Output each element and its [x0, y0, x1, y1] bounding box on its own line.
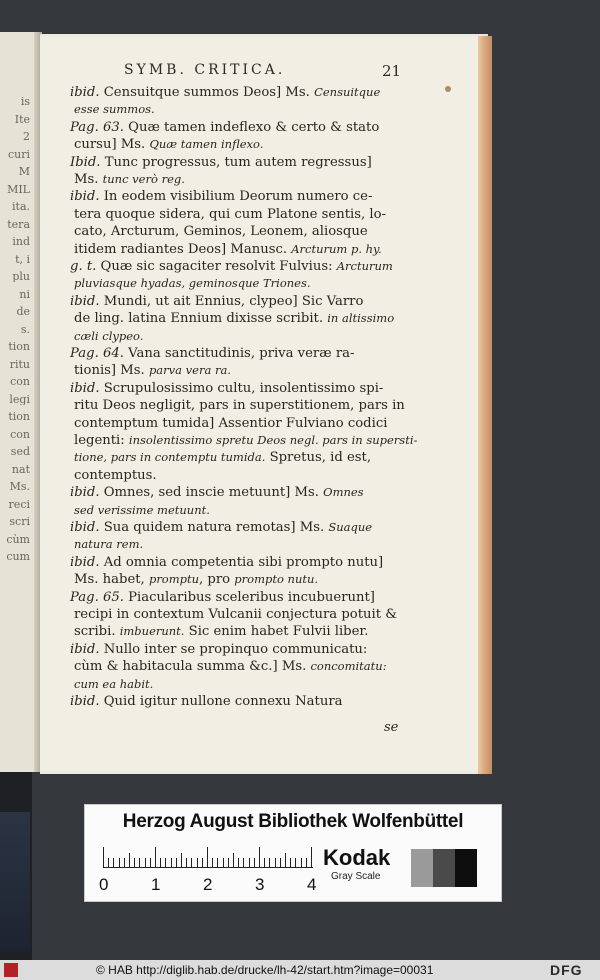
text-run-text: Censuitque summos Deos] Ms. — [99, 85, 315, 100]
text-run-ital: parva vera ra. — [148, 363, 231, 378]
text-run-lead: Pag. 64. — [70, 346, 124, 361]
ruler-tick — [223, 858, 224, 867]
prev-page-fragment: M — [18, 166, 30, 177]
text-line — [74, 678, 414, 691]
prev-page-fragment: sed — [10, 446, 30, 457]
text-line — [70, 295, 410, 308]
text-run-text: Nullo inter se propinquo communicatu: — [99, 641, 368, 657]
prev-page-fragment: tion — [8, 411, 30, 422]
text-run-lead: ibid. — [70, 485, 100, 501]
ruler-tick — [238, 858, 239, 867]
text-run-tail: Spretus, id est, — [265, 450, 372, 466]
text-line — [70, 591, 410, 604]
text-line — [74, 625, 414, 638]
ruler-tick — [150, 858, 151, 867]
ruler-tick — [290, 858, 291, 867]
text-line — [74, 208, 414, 221]
text-line — [74, 504, 414, 517]
gray-swatch-dark — [455, 849, 477, 887]
text-line — [70, 121, 410, 134]
text-run-text: Omnes, sed inscie metuunt] Ms. — [99, 485, 324, 501]
text-run-text: cùm & habitacula summa &c.] Ms. — [74, 659, 311, 675]
text-line — [74, 173, 414, 186]
dfg-logo: DFG — [550, 962, 583, 978]
prev-page-fragment: t, i — [15, 253, 30, 265]
viewer-footer-bar — [0, 960, 600, 980]
text-run-text: Ms. habet, — [74, 572, 149, 588]
measurement-ruler — [103, 847, 313, 868]
text-run-text: tera quoque sidera, qui cum Platone sentis, lo- — [74, 206, 386, 222]
text-line — [70, 86, 410, 99]
prev-page-fragment: de — [16, 306, 30, 317]
text-run-ital: tunc verò reg. — [102, 172, 185, 186]
library-name: Herzog August Bibliothek Wolfenbüttel — [122, 811, 464, 832]
text-run-text: In eodem visibilium Deorum numero ce- — [99, 189, 373, 205]
ruler-tick — [228, 858, 229, 867]
text-line — [70, 347, 410, 360]
prev-page-fragment: ind — [12, 236, 30, 247]
prev-page-fragment: con — [10, 376, 30, 387]
text-run-ital2: prompto nutu. — [234, 572, 319, 587]
text-run-ital: Suaque — [328, 520, 373, 534]
text-run-ital: natura rem. — [74, 537, 144, 552]
text-line — [74, 312, 414, 325]
gray-swatch-mid — [433, 849, 455, 887]
text-run-ital: esse summos. — [74, 102, 155, 117]
text-line — [70, 156, 410, 169]
text-line — [74, 277, 414, 290]
ruler-tick — [233, 853, 234, 867]
ruler-tick — [139, 858, 140, 867]
ruler-label: 0 — [99, 875, 109, 894]
text-run-text: Tunc progressus, tum autem regressus] — [100, 154, 372, 170]
text-run-text: cato, Arcturum, Geminos, Leonem, aliosque — [74, 224, 368, 240]
text-run-lead: ibid. — [70, 380, 100, 396]
prev-page-fragment: con — [10, 428, 30, 440]
color-calibration-card — [84, 804, 502, 902]
text-line — [70, 521, 410, 534]
hab-logo-icon — [4, 963, 18, 977]
text-line — [74, 225, 414, 238]
text-line — [74, 608, 414, 621]
prev-page-fragment: ni — [19, 288, 30, 300]
text-line — [70, 643, 410, 656]
running-header: SYMB. CRITICA. — [124, 62, 286, 78]
text-line — [74, 138, 414, 151]
ruler-label: 1 — [151, 875, 161, 894]
ruler-tick — [243, 858, 244, 867]
text-line — [70, 695, 410, 708]
ruler-tick — [295, 858, 296, 867]
text-run-text: Quæ sic sagaciter resolvit Fulvius: — [96, 259, 337, 274]
text-run-text: Mundi, ut ait Ennius, clypeo] Sic Varro — [99, 293, 364, 309]
prev-page-fragment: legi — [9, 393, 30, 405]
page-fore-edge — [478, 36, 492, 774]
text-run-ital: imbuerunt. — [119, 624, 185, 639]
text-run-text: ritu Deos negligit, pars in superstitionem, pars in — [74, 398, 405, 414]
text-run-ital: insolentissimo spretu Deos negl. pars in supersti- — [128, 433, 418, 447]
prev-page-fragment: Ms. — [9, 481, 30, 492]
ruler-tick — [176, 858, 177, 867]
prev-page-fragment: Ite — [14, 113, 30, 125]
prev-page-fragment: MIL — [7, 183, 30, 195]
text-run-text: scribi. — [74, 624, 120, 640]
text-run-text: Ad omnia competentia sibi prompto nutu] — [99, 554, 384, 570]
prev-page-fragment: cùm — [6, 533, 30, 545]
catchword: se — [384, 720, 399, 735]
text-line — [74, 364, 414, 377]
prev-page-fragment: curi — [7, 148, 30, 160]
ruler-tick — [160, 858, 161, 867]
ruler-label: 4 — [307, 875, 317, 894]
ruler-tick — [113, 858, 114, 867]
ruler-tick — [301, 858, 302, 867]
ruler-tick — [124, 858, 125, 867]
text-line — [74, 538, 414, 551]
text-run-ital: promptu — [148, 572, 200, 587]
ruler-tick — [275, 858, 276, 867]
gray-swatch-light — [411, 849, 433, 887]
text-run-ital: Arcturum p. hy. — [291, 241, 382, 256]
ruler-tick — [217, 858, 218, 867]
ruler-tick — [129, 853, 130, 867]
ruler-tick — [306, 858, 307, 867]
text-run-ital: tione, pars in contemptu tumida. — [74, 450, 266, 465]
text-run-lead: ibid. — [70, 520, 100, 535]
prev-page-fragment: reci — [8, 498, 30, 510]
text-run-tail: Sic enim habet Fulvii liber. — [184, 624, 369, 640]
ruler-tick — [212, 858, 213, 867]
text-run-text: Quæ tamen indeflexo & certo & stato — [123, 119, 380, 135]
ruler-tick — [155, 847, 156, 867]
text-line — [74, 417, 414, 430]
ruler-tick — [191, 858, 192, 867]
text-run-text: tionis] Ms. — [74, 363, 149, 379]
text-run-ital: Quæ tamen inflexo. — [149, 137, 264, 152]
text-line — [74, 660, 414, 673]
text-run-lead: ibid. — [70, 554, 100, 570]
ruler-tick — [202, 858, 203, 867]
text-line — [70, 486, 410, 499]
foxing-spot — [445, 86, 451, 92]
text-line — [70, 556, 410, 569]
ruler-tick — [207, 847, 208, 867]
text-run-text: Ms. — [74, 172, 103, 187]
ruler-tick — [264, 858, 265, 867]
text-run-text: Scrupulosissimo cultu, insolentissimo spi- — [99, 380, 384, 396]
prev-page-fragment: 2 — [23, 131, 30, 142]
ruler-tick — [254, 858, 255, 867]
text-line — [74, 243, 414, 256]
text-line — [74, 103, 414, 116]
text-run-text: de ling. latina Ennium dixisse scribit. — [74, 311, 328, 327]
page-number: 21 — [382, 62, 402, 80]
ruler-tick — [181, 853, 182, 867]
text-line — [74, 573, 414, 586]
ruler-tick — [103, 847, 104, 867]
ruler-tick — [249, 858, 250, 867]
ruler-tick — [171, 858, 172, 867]
prev-page-fragment: nat — [11, 463, 30, 475]
prev-page-fragment: tera — [7, 218, 30, 230]
prev-page-fragment: s. — [20, 323, 30, 335]
text-run-ital: Omnes — [323, 485, 364, 500]
ruler-tick — [269, 858, 270, 867]
text-run-text: Piacularibus sceleribus incubuerunt] — [123, 589, 375, 605]
text-run-text: recipi in contextum Vulcanii conjectura potuit & — [74, 607, 397, 622]
text-run-lead: Pag. 65. — [70, 589, 124, 605]
text-run-ital: cæli clypeo. — [74, 328, 144, 343]
text-run-lead: ibid. — [70, 85, 100, 100]
text-run-text: Quid igitur nullone connexu Natura — [99, 694, 343, 709]
cover-binding — [0, 812, 30, 952]
book-cover-strip — [0, 772, 32, 960]
text-run-ital: Censuitque — [314, 85, 381, 99]
text-run-text: Vana sanctitudinis, priva veræ ra- — [123, 346, 355, 361]
prev-page-fragment: ritu — [9, 358, 30, 370]
prev-page-fragment: is — [20, 96, 30, 107]
text-line — [70, 382, 410, 395]
text-run-text: itidem radiantes Deos] Manusc. — [74, 241, 292, 257]
ruler-tick — [259, 847, 260, 867]
text-run-ital: in altissimo — [327, 311, 395, 326]
prev-page-fragment: scri — [9, 516, 30, 527]
ruler-tick — [280, 858, 281, 867]
text-run-text: cursu] Ms. — [74, 137, 150, 153]
ruler-tick — [165, 858, 166, 867]
text-run-text: contemptum tumida] Assentior Fulviano codici — [74, 415, 388, 431]
text-run-ital: pluviasque hyadas, geminosque Triones. — [74, 276, 311, 291]
text-run-lead: Pag. 63. — [70, 119, 124, 135]
gray-scale-label: Gray Scale — [331, 871, 381, 882]
copyright-url-link[interactable]: © HAB http://diglib.hab.de/drucke/lh-42/start.htm?image=00031 — [96, 963, 434, 977]
text-run-lead: Ibid. — [70, 154, 101, 170]
ruler-tick — [285, 853, 286, 867]
ruler-label: 3 — [255, 875, 265, 894]
text-line — [70, 190, 410, 203]
text-run-lead: ibid. — [70, 694, 100, 709]
prev-page-fragment: ita. — [12, 201, 30, 212]
text-line — [74, 399, 414, 412]
kodak-logo: Kodak — [323, 845, 391, 870]
ruler-tick — [119, 858, 120, 867]
ruler-tick — [311, 847, 312, 867]
text-run-ital: concomitatu: — [310, 659, 387, 674]
text-run-text: Sua quidem natura remotas] Ms. — [99, 520, 329, 535]
text-run-text: legenti: — [74, 433, 129, 448]
ruler-tick — [145, 858, 146, 867]
text-line — [74, 433, 418, 448]
text-run-lead: ibid. — [70, 293, 100, 309]
text-line — [70, 260, 410, 273]
text-line — [74, 451, 414, 464]
text-run-ital: cum ea habit. — [74, 676, 154, 691]
text-run-lead: ibid. — [70, 641, 100, 657]
text-run-text: contemptus. — [74, 467, 157, 483]
text-run-lead: g. t. — [70, 259, 97, 274]
text-run-lead: ibid. — [70, 189, 100, 205]
text-line — [74, 469, 414, 482]
text-run-ital: sed verissime metuunt. — [74, 502, 210, 517]
ruler-tick — [197, 858, 198, 867]
text-line — [74, 330, 414, 343]
text-run-ital: Arcturum — [336, 259, 393, 273]
prev-page-fragment: tion — [8, 341, 30, 352]
text-run-tail: , pro — [199, 572, 235, 588]
prev-page-fragment: plu — [12, 271, 30, 282]
ruler-tick — [186, 858, 187, 867]
prev-page-fragment: cum — [6, 551, 30, 562]
ruler-label: 2 — [203, 875, 213, 894]
ruler-tick — [108, 858, 109, 867]
ruler-tick — [134, 858, 135, 867]
